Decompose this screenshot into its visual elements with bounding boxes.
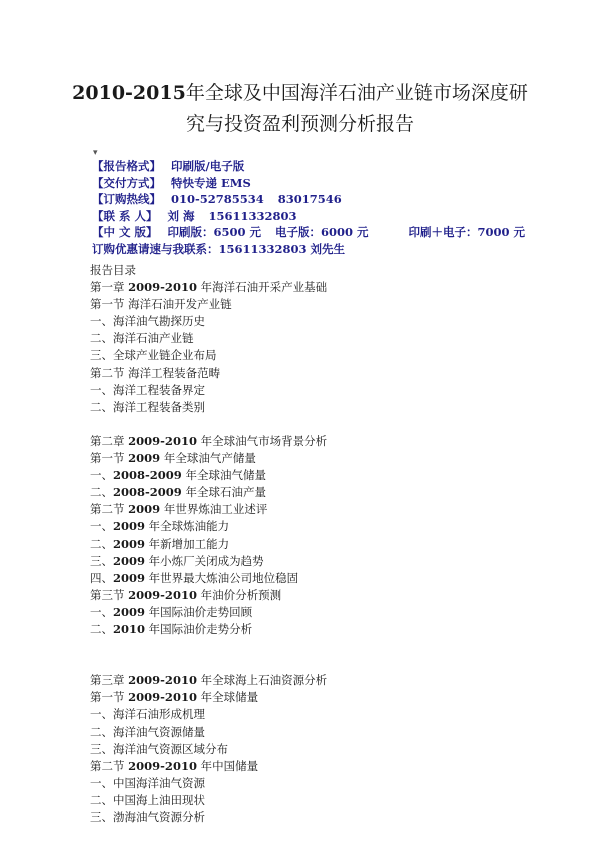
toc-line-prefix: 二、 — [90, 485, 113, 500]
toc-line — [90, 621, 530, 638]
toc-line-year: 2009-2010 — [128, 587, 197, 602]
toc-line-text: 年小炼厂关闭成为趋势 — [145, 553, 264, 568]
toc-line-prefix: 三、海洋油气资源区域分布 — [90, 741, 228, 756]
toc-line — [90, 501, 530, 518]
toc-line-year: 2009 — [128, 502, 161, 517]
toc-line — [90, 689, 530, 706]
info-row-hotline: 【订购热线】 010-52785534 83017546 — [92, 192, 342, 206]
toc-line — [90, 741, 530, 758]
toc-line — [90, 399, 530, 416]
toc-line — [90, 279, 530, 296]
toc-line-prefix: 四、 — [90, 570, 113, 585]
toc-line-text: 年世界最大炼油公司地位稳固 — [145, 570, 299, 585]
toc-line-year: 2009 — [113, 536, 146, 551]
toc-spacer — [90, 655, 530, 672]
toc-line-text: 年全球石油产量 — [181, 485, 266, 500]
toc-line-prefix: 第二节 — [90, 758, 129, 773]
toc-line — [90, 672, 530, 689]
toc-line-year: 2008-2009 — [113, 485, 182, 500]
toc-line — [90, 570, 530, 587]
toc-line-prefix: 一、海洋工程装备界定 — [90, 382, 205, 397]
toc-line-text: 年全球油气市场背景分析 — [196, 433, 328, 448]
toc-line-prefix: 一、 — [90, 468, 113, 483]
toc-line-year: 2008-2009 — [113, 468, 182, 483]
toc-line — [90, 467, 530, 484]
toc-line-text: 年国际油价走势回顾 — [145, 604, 253, 619]
toc-line-text: 年国际油价走势分析 — [145, 621, 253, 636]
toc-line-text: 年全球油气储量 — [181, 468, 266, 483]
toc-line-prefix: 二、海洋油气资源储量 — [90, 724, 205, 739]
title-line2: 究与投资盈利预测分析报告 — [185, 113, 414, 135]
document-title — [70, 78, 530, 140]
toc-line — [90, 365, 530, 382]
toc-line-year: 2009 — [113, 553, 146, 568]
toc-line-prefix: 一、中国海洋油气资源 — [90, 775, 205, 790]
toc-line-text: 年全球油气产储量 — [160, 451, 256, 466]
toc-line-prefix: 二、 — [90, 536, 113, 551]
toc-line-year: 2009 — [128, 451, 161, 466]
toc-line-year: 2009 — [113, 604, 146, 619]
toc-line-prefix: 三、渤海油气资源分析 — [90, 810, 205, 824]
title-years: 2010-2015 — [72, 82, 186, 104]
toc-line-text: 年全球海上石油资源分析 — [196, 673, 328, 688]
toc-line-prefix: 一、 — [90, 519, 113, 534]
toc-line-prefix: 二、 — [90, 621, 113, 636]
caret-mark: ▾ — [93, 148, 98, 158]
table-of-contents — [90, 262, 530, 826]
toc-line — [90, 296, 530, 313]
toc-line-year: 2009-2010 — [128, 280, 197, 295]
toc-line — [90, 330, 530, 347]
toc-line — [90, 433, 530, 450]
toc-line — [90, 758, 530, 775]
toc-line-year: 2009-2010 — [128, 433, 197, 448]
toc-spacer — [90, 638, 530, 655]
toc-line-text: 年海洋石油开采产业基础 — [196, 280, 328, 295]
info-row-price: 【中 文 版】 印刷版：6500 元 电子版：6000 元 印刷＋电子：7000 元 — [92, 225, 526, 239]
toc-line — [90, 347, 530, 364]
toc-line-prefix: 一、海洋石油形成机理 — [90, 707, 205, 722]
report-info-block — [92, 158, 532, 257]
toc-line-year: 2009 — [113, 570, 146, 585]
toc-spacer — [90, 416, 530, 433]
toc-line-prefix: 第一节 海洋石油开发产业链 — [90, 297, 232, 312]
info-row-contact: 【联 系 人】 刘 海 15611332803 — [92, 208, 297, 223]
toc-line — [90, 484, 530, 501]
toc-heading: 报告目录 — [90, 263, 136, 277]
info-row-format: 【报告格式】 印刷版/电子版 — [92, 159, 245, 173]
toc-line-prefix: 第二节 — [90, 502, 129, 517]
info-row-delivery: 【交付方式】 特快专递 EMS — [92, 175, 251, 190]
title-line1: 年全球及中国海洋石油产业链市场深度研 — [185, 82, 528, 104]
info-row-discount: 订购优惠请速与我联系：15611332803 刘先生 — [92, 241, 346, 256]
toc-line-prefix: 第一节 — [90, 451, 129, 466]
toc-line — [90, 587, 530, 604]
toc-line-text: 年中国储量 — [196, 758, 259, 773]
toc-line-prefix: 第二节 海洋工程装备范畴 — [90, 365, 221, 380]
toc-line-year: 2009-2010 — [128, 758, 197, 773]
toc-line-text: 年世界炼油工业述评 — [160, 502, 268, 517]
toc-line-prefix: 一、海洋油气勘探历史 — [90, 314, 205, 329]
toc-line-prefix: 第一章 — [90, 280, 129, 295]
toc-line-year: 2009-2010 — [128, 673, 197, 688]
toc-line-prefix: 三、 — [90, 553, 113, 568]
toc-line — [90, 313, 530, 330]
toc-line — [90, 706, 530, 723]
toc-line-text: 年油价分析预测 — [196, 587, 282, 602]
toc-line — [90, 450, 530, 467]
toc-line — [90, 809, 530, 826]
toc-line — [90, 775, 530, 792]
toc-line-prefix: 第一节 — [90, 690, 129, 705]
toc-line-prefix: 一、 — [90, 604, 113, 619]
toc-line-text: 年新增加工能力 — [145, 536, 230, 551]
toc-line — [90, 792, 530, 809]
toc-line-prefix: 第三章 — [90, 673, 129, 688]
toc-line — [90, 604, 530, 621]
toc-line-prefix: 三、全球产业链企业布局 — [90, 348, 217, 363]
toc-line-text: 年全球炼油能力 — [145, 519, 230, 534]
toc-line — [90, 724, 530, 741]
toc-line-year: 2009-2010 — [128, 690, 197, 705]
toc-line — [90, 518, 530, 535]
toc-line-prefix: 第三节 — [90, 587, 129, 602]
toc-line-year: 2009 — [113, 519, 146, 534]
toc-line-prefix: 二、中国海上油田现状 — [90, 792, 205, 807]
toc-line — [90, 536, 530, 553]
toc-line — [90, 382, 530, 399]
toc-line-year: 2010 — [113, 621, 146, 636]
toc-line-prefix: 二、海洋工程装备类别 — [90, 399, 205, 414]
toc-line — [90, 553, 530, 570]
toc-line-prefix: 第二章 — [90, 433, 129, 448]
toc-line-text: 年全球储量 — [196, 690, 259, 705]
toc-line-prefix: 二、海洋石油产业链 — [90, 331, 194, 346]
